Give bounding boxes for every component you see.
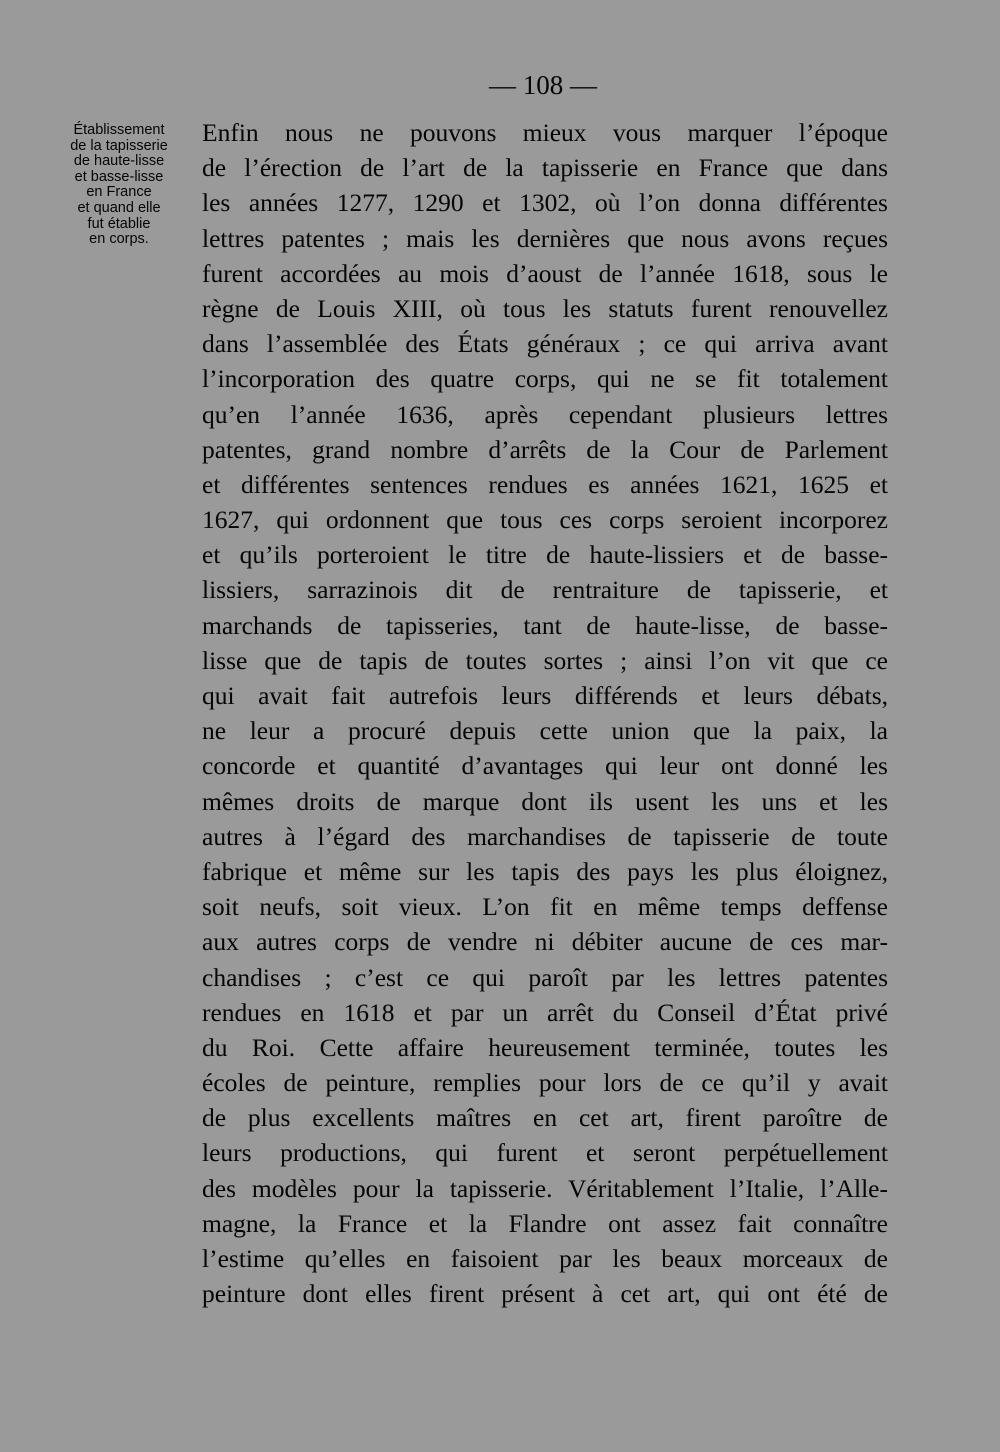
text-line: de l’érection de l’art de la tapisserie en France que dans — [202, 153, 888, 183]
margin-note — [54, 123, 184, 248]
text-line: concorde et quantité d’avantages qui leur ont donné les — [202, 751, 888, 781]
text-line: écoles de peinture, remplies pour lors de ce qu’il y avait — [202, 1068, 888, 1098]
text-line: rendues en 1618 et par un arrêt du Conseil d’État privé — [202, 997, 888, 1027]
text-line: aux autres corps de vendre ni débiter aucune de ces mar- — [202, 927, 888, 957]
text-line: Enfin nous ne pouvons mieux vous marquer l’époque — [202, 118, 888, 147]
text-line: et qu’ils porteroient le titre de haute-lissiers et de basse- — [202, 540, 888, 570]
text-line: les années 1277, 1290 et 1302, où l’on donna différentes — [202, 188, 888, 218]
text-line: 1627, qui ordonnent que tous ces corps seroient incorporez — [202, 505, 888, 535]
text-line: mêmes droits de marque dont ils usent les uns et les — [202, 786, 888, 816]
text-line: qui avait fait autrefois leurs différends et leurs débats, — [202, 681, 888, 710]
text-line: des modèles pour la tapisserie. Véritablement l’Italie, l’Alle- — [202, 1173, 888, 1203]
margin-note-line: de la tapisserie — [70, 137, 168, 154]
text-line: leurs productions, qui furent et seront perpétuellement — [202, 1138, 888, 1168]
text-line: qu’en l’année 1636, après cependant plusieurs lettres — [202, 399, 888, 429]
text-line: dans l’assemblée des États généraux ; ce qui arriva avant — [202, 329, 888, 359]
margin-note-line: en corps. — [89, 231, 149, 248]
margin-note-line: et basse-lisse — [74, 168, 164, 185]
text-line: ne leur a procuré depuis cette union que la paix, la — [202, 716, 888, 746]
text-line: peinture dont elles firent présent à cet art, qui ont été de — [202, 1279, 888, 1309]
text-line: l’incorporation des quatre corps, qui ne se fit totalement — [202, 364, 888, 394]
text-line: lettres patentes ; mais les dernières que nous avons reçues — [202, 223, 888, 253]
text-line: de plus excellents maîtres en cet art, firent paroître de — [202, 1103, 888, 1133]
text-line: règne de Louis XIII, où tous les statuts furent renouvellez — [202, 293, 888, 323]
margin-note-line: et quand elle — [77, 199, 161, 216]
text-line: furent accordées au mois d’aoust de l’année 1618, sous le — [202, 258, 888, 288]
margin-note-line: fut établie — [87, 215, 151, 232]
text-line: patentes, grand nombre d’arrêts de la Cour de Parlement — [202, 434, 888, 464]
margin-note-line: Établissement — [73, 122, 165, 138]
text-line: chandises ; c’est ce qui paroît par les lettres patentes — [202, 962, 888, 992]
text-line: lisse que de tapis de toutes sortes ; ainsi l’on vit que ce — [202, 645, 888, 675]
text-line: fabrique et même sur les tapis des pays les plus éloignez, — [202, 856, 888, 886]
text-line: lissiers, sarrazinois dit de rentraiture de tapisserie, et — [202, 575, 888, 605]
text-line: soit neufs, soit vieux. L’on fit en même temps deffense — [202, 892, 888, 922]
page-number: — 108 — — [489, 70, 597, 100]
body-text — [202, 115, 888, 1311]
margin-note-line: en France — [86, 184, 152, 201]
text-line: du Roi. Cette affaire heureusement terminée, toutes les — [202, 1032, 888, 1062]
text-line: marchands de tapisseries, tant de haute-lisse, de basse- — [202, 610, 888, 640]
text-line: autres à l’égard des marchandises de tapisserie de toute — [202, 821, 888, 851]
text-line: l’estime qu’elles en faisoient par les beaux morceaux de — [202, 1244, 888, 1273]
text-line: et différentes sentences rendues es années 1621, 1625 et — [202, 469, 888, 499]
text-line: magne, la France et la Flandre ont assez fait connaître — [202, 1208, 888, 1238]
margin-note-line: de haute-lisse — [73, 153, 165, 170]
